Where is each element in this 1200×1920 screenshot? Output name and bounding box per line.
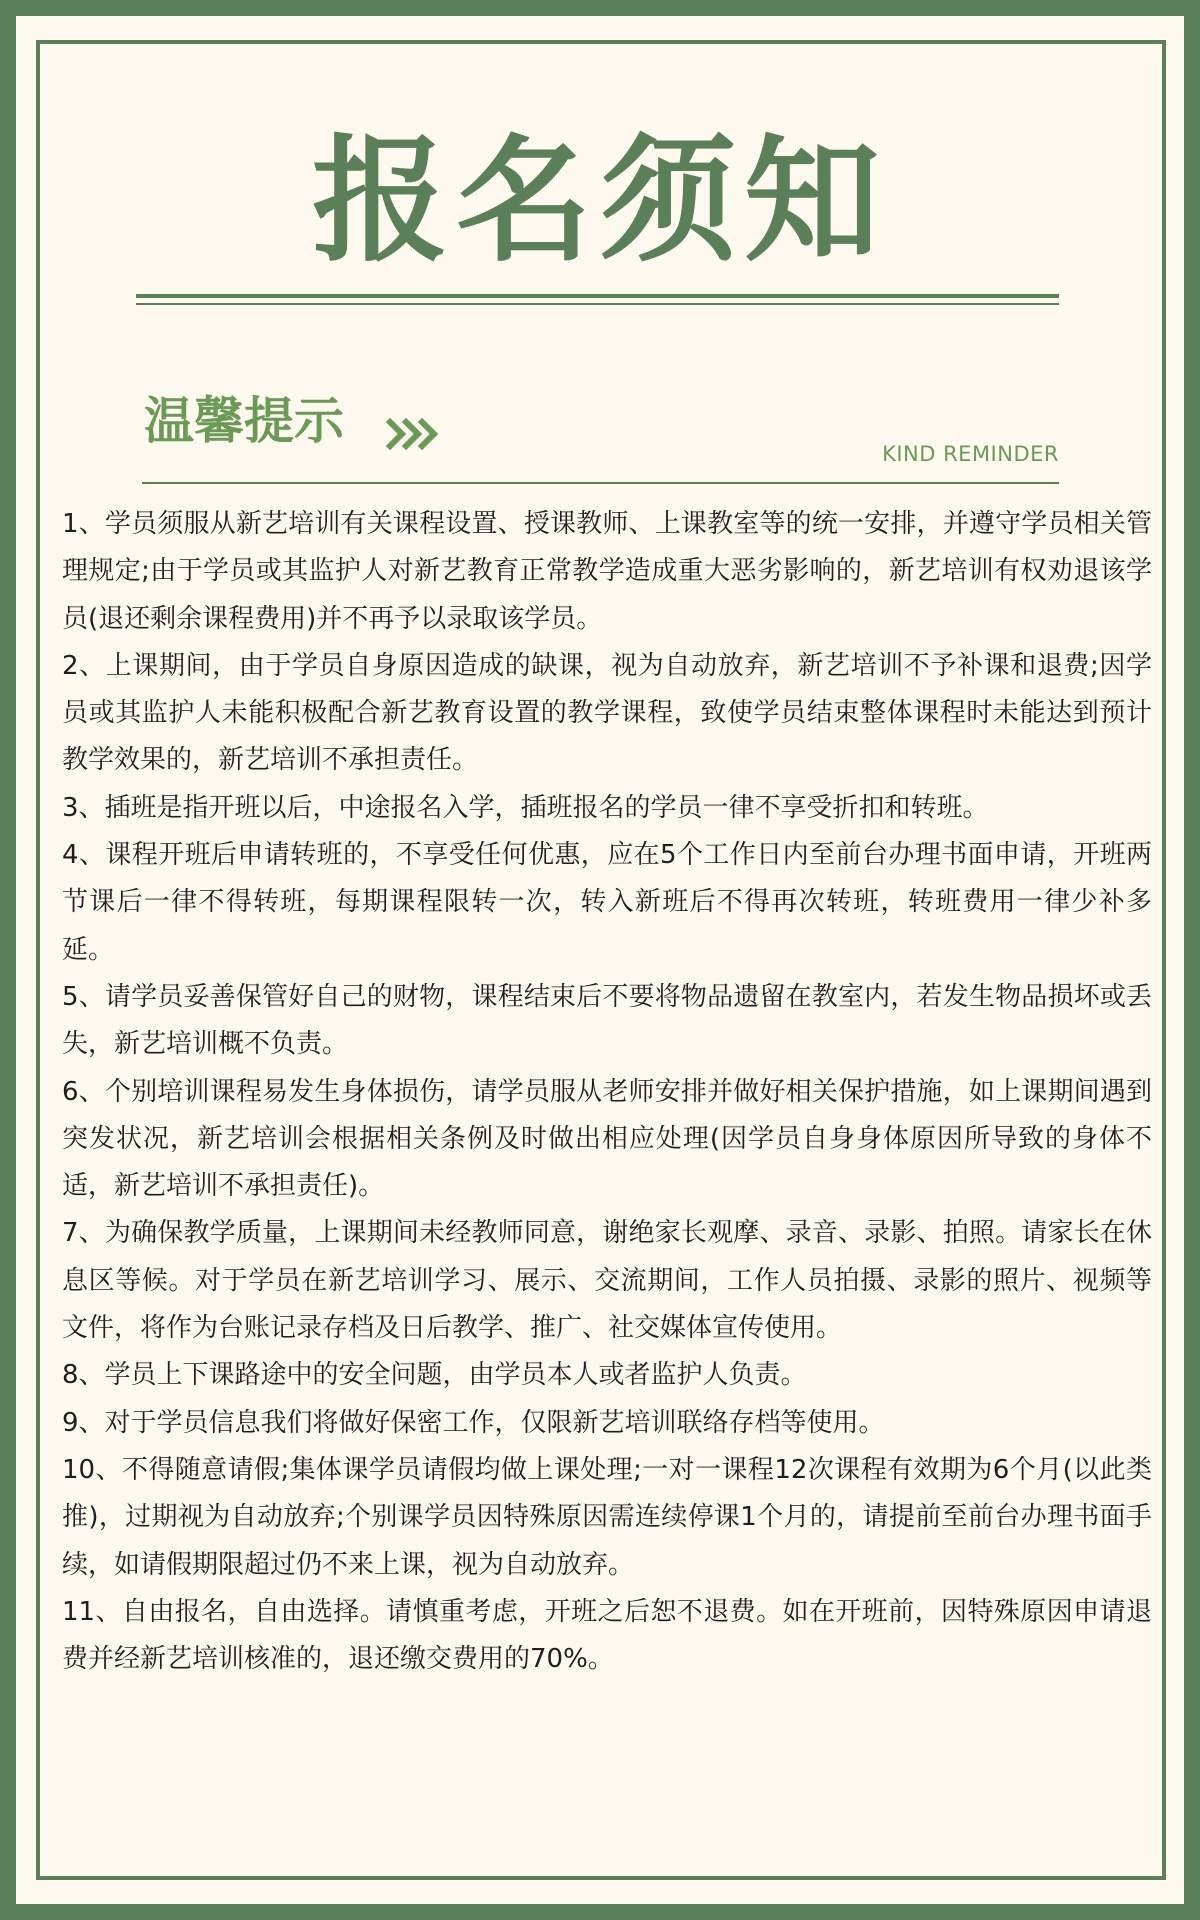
notice-list <box>62 501 1152 1683</box>
notice-item-1: 1、学员须服从新艺培训有关课程设置、授课教师、上课教室等的统一安排，并遵守学员相关管理规定;由于学员或其监护人对新艺教育正常教学造成重大恶劣影响的，新艺培训有权劝退该学员(退还剩余课程费用)并不再予以录取该学员。 <box>62 509 1152 634</box>
notice-card <box>16 16 1184 1904</box>
chevrons-right-icon <box>384 418 444 450</box>
page-title: 报名须知 <box>312 123 888 281</box>
notice-item-11: 11、自由报名，自由选择。请慎重考虑，开班之后恕不退费。如在开班前，因特殊原因申请退费并经新艺培训核准的，退还缴交费用的70%。 <box>62 1596 1152 1675</box>
section-heading: 温馨提示 <box>144 392 344 450</box>
title-divider-thick <box>136 294 1059 298</box>
notice-item-7: 7、为确保教学质量，上课期间未经教师同意，谢绝家长观摩、录音、录影、拍照。请家长在休息区等候。对于学员在新艺培训学习、展示、交流期间，工作人员拍摄、录影的照片、视频等文件，将作为台账记录存档及日后教学、推广、社交媒体宣传使用。 <box>62 1218 1152 1344</box>
section-subtitle: KIND REMINDER <box>882 442 1059 466</box>
section-divider <box>142 482 1059 484</box>
notice-item-2: 2、上课期间，由于学员自身原因造成的缺课，视为自动放弃，新艺培训不予补课和退费;因学员或其监护人未能积极配合新艺教育设置的教学课程，致使学员结束整体课程时未能达到预计教学效果的，新艺培训不承担责任。 <box>62 650 1152 776</box>
notice-item-6: 6、个别培训课程易发生身体损伤，请学员服从老师安排并做好相关保护措施，如上课期间遇到突发状况，新艺培训会根据相关条例及时做出相应处理(因学员自身身体原因所导致的身体不适，新艺培训不承担责任)。 <box>62 1076 1152 1202</box>
notice-item-3: 3、插班是指开班以后，中途报名入学，插班报名的学员一律不享受折扣和转班。 <box>62 792 989 823</box>
title-divider-thin <box>136 303 1059 305</box>
notice-item-5: 5、请学员妥善保管好自己的财物，课程结束后不要将物品遗留在教室内，若发生物品损坏或丢失，新艺培训概不负责。 <box>62 981 1152 1060</box>
notice-item-8: 8、学员上下课路途中的安全问题，由学员本人或者监护人负责。 <box>62 1360 807 1391</box>
notice-item-9: 9、对于学员信息我们将做好保密工作，仅限新艺培训联络存档等使用。 <box>62 1407 885 1438</box>
notice-item-4: 4、课程开班后申请转班的，不享受任何优惠，应在5个工作日内至前台办理书面申请，开班两节课后一律不得转班，每期课程限转一次，转入新班后不得再次转班，转班费用一律少补多延。 <box>62 840 1152 965</box>
notice-item-10: 10、不得随意请假;集体课学员请假均做上课处理;一对一课程12次课程有效期为6个月(以此类推)，过期视为自动放弃;个别课学员因特殊原因需连续停课1个月的，请提前至前台办理书面手续，如请假期限超过仍不来上课，视为自动放弃。 <box>62 1454 1152 1580</box>
